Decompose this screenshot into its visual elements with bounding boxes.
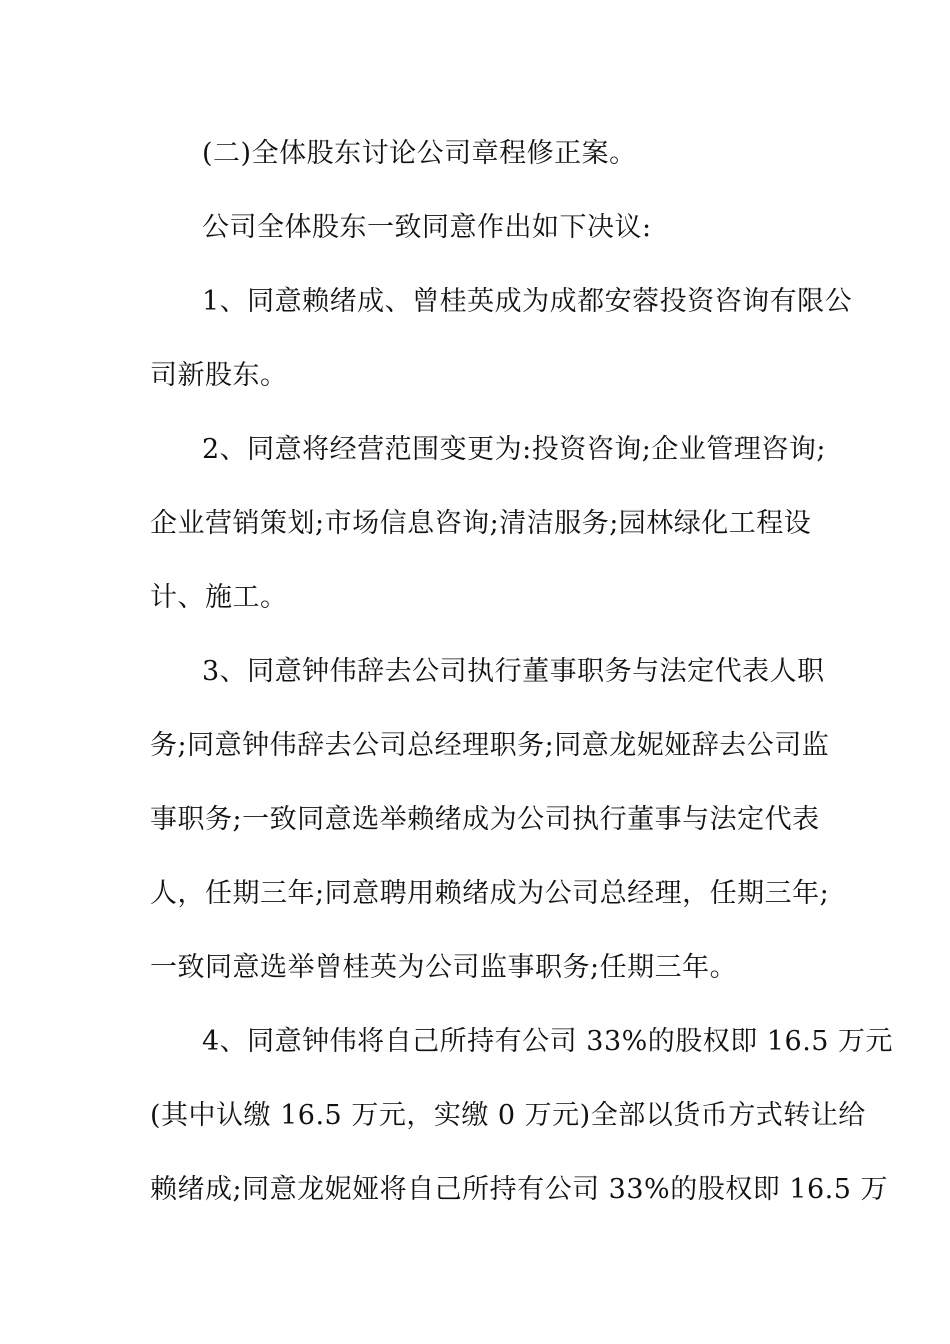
paragraph-line: 一致同意选举曾桂英为公司监事职务;任期三年。 (150, 952, 738, 983)
paragraph-line: 企业营销策划;市场信息咨询;清洁服务;园林绿化工程设 (150, 508, 812, 539)
paragraph-line: 1、同意赖绪成、曾桂英成为成都安蓉投资咨询有限公 (202, 286, 853, 317)
paragraph-line: 公司全体股东一致同意作出如下决议: (202, 212, 652, 243)
paragraph-line: 4、同意钟伟将自己所持有公司 33%的股权即 16.5 万元 (202, 1026, 894, 1057)
paragraph-line: 计、施工。 (150, 582, 288, 613)
paragraph-line: 司新股东。 (150, 360, 288, 391)
paragraph-line: 人，任期三年;同意聘用赖绪成为公司总经理，任期三年; (150, 878, 830, 909)
paragraph-line: (二)全体股东讨论公司章程修正案。 (202, 138, 637, 169)
paragraph-line: 2、同意将经营范围变更为:投资咨询;企业管理咨询; (202, 434, 826, 465)
paragraph-line: 3、同意钟伟辞去公司执行董事职务与法定代表人职 (202, 656, 825, 687)
paragraph-line: (其中认缴 16.5 万元，实缴 0 万元)全部以货币方式转让给 (150, 1100, 866, 1131)
paragraph-line: 赖绪成;同意龙妮娅将自己所持有公司 33%的股权即 16.5 万 (150, 1174, 888, 1205)
paragraph-line: 务;同意钟伟辞去公司总经理职务;同意龙妮娅辞去公司监 (150, 730, 830, 761)
paragraph-line: 事职务;一致同意选举赖绪成为公司执行董事与法定代表 (150, 804, 820, 835)
